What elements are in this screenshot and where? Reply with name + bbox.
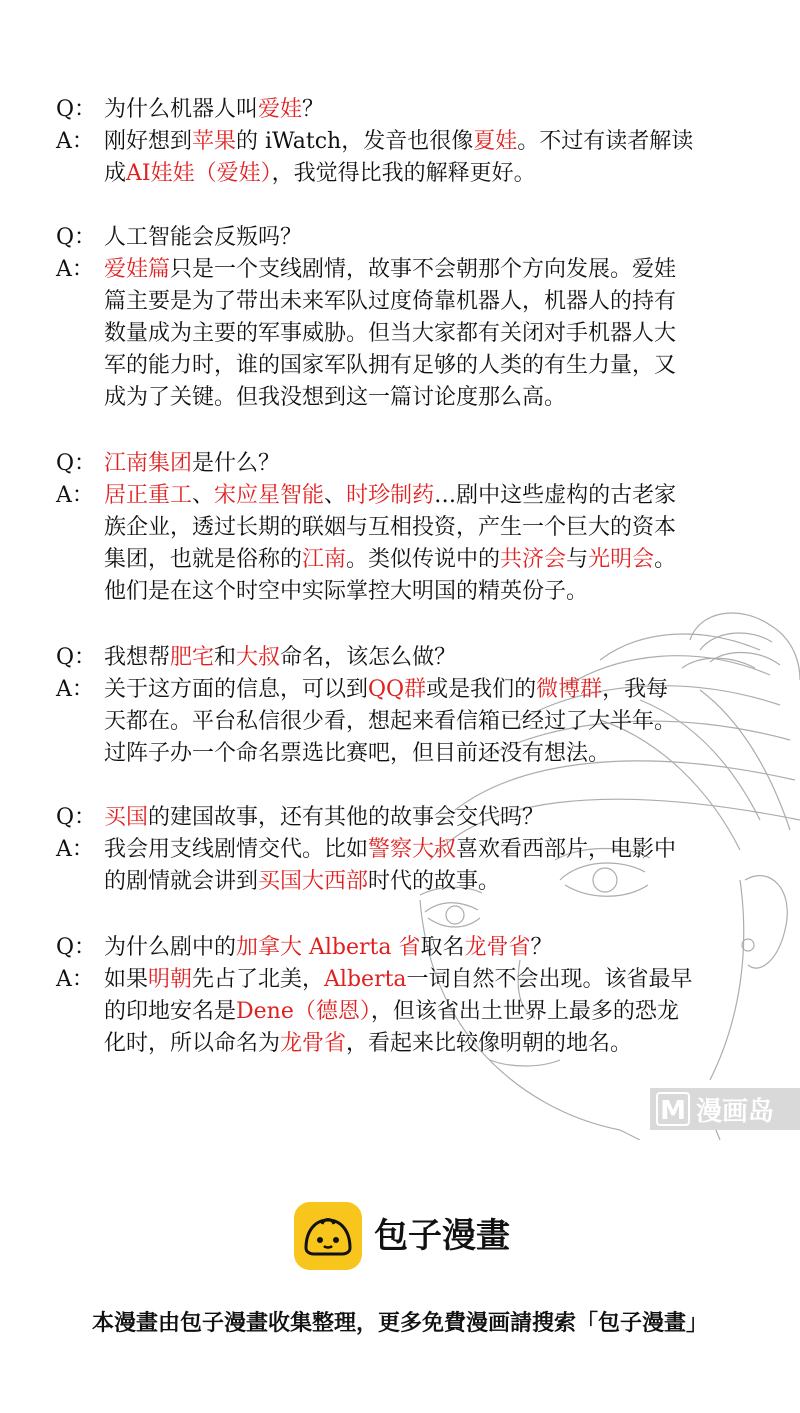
answer-label: A： (56, 483, 94, 508)
qa-block (56, 932, 776, 1060)
question-label: Q： (56, 805, 97, 830)
question-label: Q： (56, 451, 97, 476)
text-segment: 天都在。平台私信很少看，想起来看信箱已经过了大半年。 (104, 709, 677, 734)
qa-block (56, 448, 776, 608)
text-segment: 数量成为主要的军事威胁。但当大家都有关闭对手机器人大 (104, 321, 677, 346)
watermark-text: 漫画岛 (696, 1096, 775, 1127)
highlight-term: 居正重工 (104, 483, 193, 508)
highlight-term: Dene（德恩） (236, 999, 371, 1024)
qa-block (56, 222, 776, 414)
text-segment: 和 (214, 645, 237, 670)
highlight-term: 微博群 (536, 677, 603, 702)
qa-block (56, 802, 776, 898)
text-line (56, 94, 776, 126)
text-segment: 、 (324, 483, 347, 508)
text-segment: 成 (104, 161, 127, 186)
watermark-badge (650, 1088, 800, 1130)
text-line (56, 674, 776, 706)
highlight-term: AI娃娃（爱娃） (126, 161, 272, 186)
highlight-term: 爱娃篇 (104, 257, 171, 282)
text-segment: 、 (192, 483, 215, 508)
highlight-term: 共济会 (500, 547, 567, 572)
qa-block (56, 642, 776, 770)
highlight-term: 江南集团 (104, 451, 193, 476)
text-line (56, 126, 776, 158)
text-segment: ？ (530, 935, 553, 960)
answer-label: A： (56, 967, 94, 992)
highlight-term: Alberta (324, 967, 407, 992)
highlight-term: 大叔 (236, 645, 281, 670)
text-segment: ，看起来比较像明朝的地名。 (346, 1031, 633, 1056)
highlight-term: 警察大叔 (368, 837, 457, 862)
text-line (56, 866, 776, 898)
answer-label: A： (56, 677, 94, 702)
text-segment: ？ (302, 97, 325, 122)
text-segment: ，但该省出土世界上最多的恐龙 (370, 999, 679, 1024)
highlight-term: 买国大西部 (258, 869, 369, 894)
text-segment: 。不过有读者解读 (517, 129, 694, 154)
text-segment: 如果 (104, 967, 149, 992)
highlight-term: 买国 (104, 805, 149, 830)
highlight-term: QQ群 (368, 677, 427, 702)
highlight-term: 龙骨省 (280, 1031, 347, 1056)
text-line (56, 1028, 776, 1060)
text-segment: 。类似传说中的 (346, 547, 501, 572)
footer-notice: 本漫畫由包子漫畫收集整理，更多免費漫画請搜索「包子漫畫」 (91, 1311, 708, 1336)
text-segment: 过阵子办一个命名票选比赛吧，但目前还没有想法。 (104, 741, 611, 766)
text-segment: 是什么？ (192, 451, 281, 476)
text-segment: 先占了北美， (192, 967, 325, 992)
text-segment: 一词自然不会出现。该省最早 (406, 967, 693, 992)
text-line (56, 544, 776, 576)
highlight-term: 龙骨省 (464, 935, 531, 960)
text-line (56, 480, 776, 512)
text-segment: 的建国故事，还有其他的故事会交代吗？ (148, 805, 545, 830)
text-segment: 只是一个支线剧情，故事不会朝那个方向发展。爱娃 (170, 257, 677, 282)
highlight-term: 光明会 (588, 547, 655, 572)
text-segment: 或是我们的 (426, 677, 537, 702)
text-segment: 人工智能会反叛吗？ (104, 225, 303, 250)
highlight-term: 苹果 (192, 129, 237, 154)
text-segment: 化时，所以命名为 (104, 1031, 281, 1056)
text-line (56, 254, 776, 286)
text-line (56, 996, 776, 1028)
text-segment: 集团，也就是俗称的 (104, 547, 303, 572)
highlight-term: 时珍制药 (346, 483, 435, 508)
text-segment: 的剧情就会讲到 (104, 869, 259, 894)
text-segment: 与 (566, 547, 589, 572)
text-segment: 的印地安名是 (104, 999, 237, 1024)
text-segment: 我想帮 (104, 645, 171, 670)
text-segment: 刚好想到 (104, 129, 193, 154)
text-line (56, 706, 776, 738)
answer-label: A： (56, 129, 94, 154)
text-line (56, 834, 776, 866)
text-segment: ，我每 (602, 677, 669, 702)
logo-name: 包子漫畫 (374, 1216, 510, 1256)
text-segment: 军的能力时，谁的国家军队拥有足够的人类的有生力量，又 (104, 353, 677, 378)
text-line (56, 964, 776, 996)
highlight-term: 肥宅 (170, 645, 215, 670)
text-line (56, 512, 776, 544)
text-line (56, 350, 776, 382)
text-segment: 我会用支线剧情交代。比如 (104, 837, 369, 862)
text-segment: 取名 (420, 935, 465, 960)
question-label: Q： (56, 645, 97, 670)
question-label: Q： (56, 97, 97, 122)
text-segment: 。 (654, 547, 677, 572)
baozi-logo-icon (294, 1202, 362, 1270)
text-line (56, 318, 776, 350)
highlight-term: 宋应星智能 (214, 483, 325, 508)
text-segment: …剧中这些虚构的古老家 (434, 483, 677, 508)
text-line (56, 802, 776, 834)
highlight-term: 夏娃 (473, 129, 518, 154)
text-segment: 篇主要是为了带出未来军队过度倚靠机器人，机器人的持有 (104, 289, 677, 314)
qa-block (56, 94, 776, 190)
highlight-term: 明朝 (148, 967, 193, 992)
text-segment: 他们是在这个时空中实际掌控大明国的精英份子。 (104, 579, 589, 604)
question-label: Q： (56, 225, 97, 250)
text-segment: 成为了关键。但我没想到这一篇讨论度那么高。 (104, 385, 567, 410)
text-line (56, 932, 776, 964)
highlight-term: 江南 (302, 547, 347, 572)
text-line (56, 158, 776, 190)
text-segment: 族企业，透过长期的联姻与互相投资，产生一个巨大的资本 (104, 515, 677, 540)
text-segment: 关于这方面的信息，可以到 (104, 677, 369, 702)
text-line (56, 382, 776, 414)
text-line (56, 286, 776, 318)
text-segment: 为什么剧中的 (104, 935, 237, 960)
text-segment: 的 iWatch，发音也很像 (236, 129, 474, 154)
text-segment: ，我觉得比我的解释更好。 (271, 161, 536, 186)
text-line (56, 222, 776, 254)
text-segment: 喜欢看西部片，电影中 (456, 837, 677, 862)
text-line (56, 576, 776, 608)
question-label: Q： (56, 935, 97, 960)
highlight-term: 爱娃 (258, 97, 303, 122)
text-segment: 时代的故事。 (368, 869, 501, 894)
watermark-m-icon: M (656, 1092, 690, 1126)
text-segment: 命名，该怎么做？ (280, 645, 457, 670)
text-segment: 为什么机器人叫 (104, 97, 259, 122)
text-line (56, 738, 776, 770)
answer-label: A： (56, 837, 94, 862)
highlight-term: 加拿大 Alberta 省 (236, 935, 421, 960)
text-line (56, 448, 776, 480)
text-line (56, 642, 776, 674)
answer-label: A： (56, 257, 94, 282)
